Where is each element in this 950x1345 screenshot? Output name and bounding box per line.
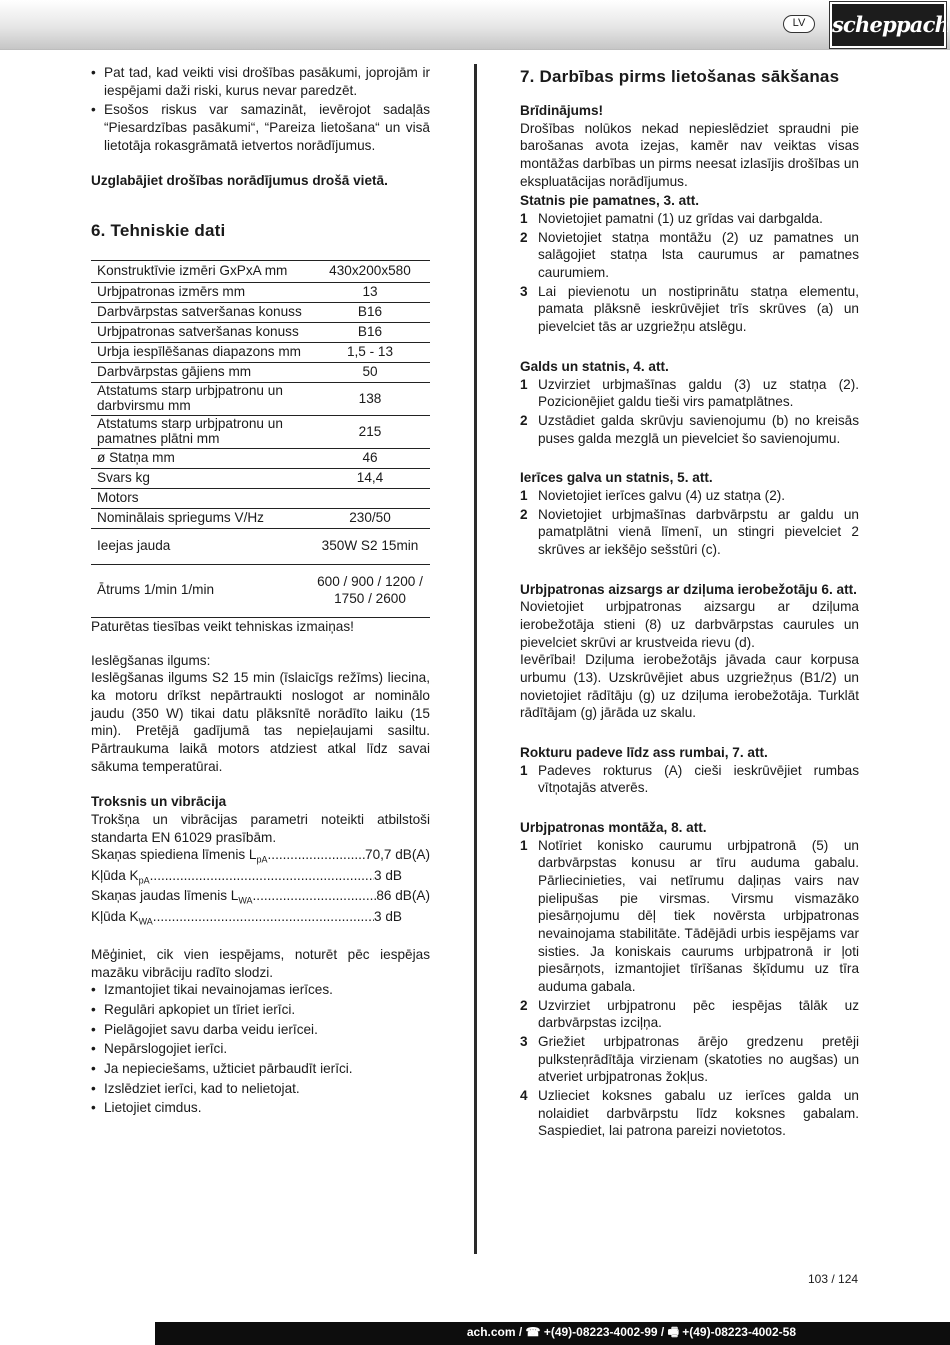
noise-text: Trokšņa un vibrācijas parametri noteikti atbilstoši standarta EN 61029 prasībām.	[91, 811, 430, 845]
table-row	[91, 416, 430, 449]
spec-label: Atstatums starp urbjpatronu un darbvirsmu mm	[91, 383, 310, 416]
spec-label: Svars kg	[91, 468, 310, 488]
noise-row	[91, 867, 430, 887]
table-row	[91, 448, 430, 468]
noise-row	[91, 908, 430, 928]
table-row	[91, 363, 430, 383]
noise-subscript: WA	[138, 916, 153, 927]
noise-value: 86 dB(A)	[376, 888, 430, 904]
right-column	[520, 64, 859, 1141]
column-base-heading: Statnis pie pamatnes, 3. att.	[520, 193, 700, 209]
head-column-steps	[520, 487, 859, 559]
list-item: • Esošos riskus var samazināt, ievērojot sadaļās “Piesardzības pasākumi“, “Pareiza lietošana“ un visā lietotāja rokasgrāmatā ietvertos norādījumus.	[91, 101, 430, 154]
chuck-mount-steps	[520, 837, 859, 1140]
noise-label: Skaņas spiediena līmenis L	[91, 847, 257, 863]
spec-table	[91, 260, 430, 618]
list-item: 4 Uzlieciet koksnes gabalu uz ierīces galda un nolaidiet darbvārpstu līdz koksnes gabalam. Saspiediet, lai patrona pareizi novietotos.	[520, 1088, 859, 1139]
vibration-text: Mēģiniet, cik vien iespējams, noturēt pēc iespējas mazāku vibrāciju radīto slodzi.	[91, 946, 430, 980]
list-item: • Lietojiet cimdus.	[91, 1099, 430, 1117]
spec-label: Ātrums 1/min 1/min	[91, 564, 310, 617]
spec-value	[310, 488, 430, 508]
chuck-guard-text: Novietojiet urbjpatronas aizsargu ar dziļuma ierobežotāja stieni (8) uz darbvārpstas caurules un pievelciet skrūvi ar krustveida rievu (d).	[520, 599, 859, 650]
list-item: • Ja nepieciešams, užticiet pārbaudīt ierīci.	[91, 1060, 430, 1078]
table-column-steps	[520, 376, 859, 448]
head-column-heading: Ierīces galva un statnis, 5. att.	[520, 470, 713, 486]
page-footer	[0, 1322, 950, 1345]
page-header	[0, 0, 950, 50]
noise-subscript: WA	[238, 895, 253, 906]
handles-steps	[520, 762, 859, 797]
noise-value: 3 dB	[374, 867, 402, 883]
noise-value: 3 dB	[374, 908, 402, 924]
table-row	[91, 303, 430, 323]
list-item: • Nepārslogojiet ierīci.	[91, 1040, 430, 1058]
spec-label: Urbjpatronas satveršanas konuss	[91, 323, 310, 343]
chuck-mount-heading: Urbjpatronas montāža, 8. att.	[520, 819, 707, 835]
list-item: • Pat tad, kad veikti visi drošības pasākumi, joprojām ir iespējami daži riski, kurus nevar paredzēt.	[91, 64, 430, 99]
list-item: • Izmantojiet tikai nevainojamas ierīces.	[91, 981, 430, 999]
list-item: 1 Novietojiet ierīces galvu (4) uz statņa (2).	[520, 487, 786, 503]
spec-value: B16	[310, 303, 430, 323]
spec-value: 138	[310, 383, 430, 416]
left-column	[91, 64, 430, 1119]
list-item: 1 Padeves rokturus (A) cieši ieskrūvējiet rumbas vītņotajās atverēs.	[520, 762, 859, 796]
spec-label: ø Statņa mm	[91, 448, 310, 468]
spec-value: 13	[310, 283, 430, 303]
list-item: 1 Uzvirziet urbjmašīnas galdu (3) uz statņa (2). Pozicionējiet galdu tieši virs pamatplātnes.	[520, 376, 859, 410]
spec-value: 430x200x580	[310, 261, 430, 283]
pre-use-heading: 7. Darbības pirms lietošanas sākšanas	[520, 67, 840, 86]
spec-value: 230/50	[310, 508, 430, 528]
list-item: 2 Uzstādiet galda skrūvju savienojumu (b) no kreisās puses galda mezglā un pievelciet šo savienojumu.	[520, 412, 859, 446]
list-item: 1 Notīriet konisko caurumu urbjpatronā (5) un darbvārpstas konusu ar tīru auduma gabalu. Pārliecinieties, vai netīrumu daļiņas vairs nav pielipušas pie virsmas. Virsmu vismazāko piesārņojumu dēļ tiek novērsta urbjpatronas nevainojama stabilitāte. Tādējādi urbis iespējams var sisties. Ja koniskais caurums urbjpatronā ir ļoti piesārņots, izmantojiet tīrīšanas šķīdumu uz tīra auduma gabala.	[520, 837, 859, 994]
list-item: 2 Uzvirziet urbjpatronu pēc iespējas tālāk uz darbvārpstas izciļņa.	[520, 997, 859, 1031]
list-item: 3 Griežiet urbjpatronas ārējo gredzenu pretēji pulksteņrādītāja virzienam (skatoties no augšas) un atveriet urbjpatronas žokļus.	[520, 1034, 859, 1085]
noise-value: 70,7 dB(A)	[365, 847, 430, 863]
table-row	[91, 323, 430, 343]
noise-label: Kļūda K	[91, 867, 139, 883]
language-badge: LV	[783, 15, 815, 33]
noise-subscript: pA	[138, 875, 150, 886]
noise-row	[91, 887, 430, 907]
noise-subscript: pA	[256, 855, 268, 866]
spec-label: Motors	[91, 488, 310, 508]
spec-value: 350W S2 15min	[310, 528, 430, 564]
table-row	[91, 488, 430, 508]
list-item: • Izslēdziet ierīci, kad to nelietojat.	[91, 1080, 430, 1098]
list-item: 1 Novietojiet pamatni (1) uz grīdas vai darbgalda.	[520, 211, 823, 227]
list-item: 2 Novietojiet urbjmašīnas darbvārpstu ar galdu un pamatplātni vienā līmenī, un stingri pievelciet 2 skrūves ar iekšējo sešstūri (c).	[520, 506, 859, 557]
spec-value: B16	[310, 323, 430, 343]
keep-instructions-note: Uzglabājiet drošības norādījumus drošā vietā.	[91, 173, 388, 189]
rights-note: Paturētas tiesības veikt tehniskas izmaiņas!	[91, 618, 354, 634]
spec-label: Konstruktīvie izmēri GxPxA mm	[91, 261, 310, 283]
noise-row	[91, 846, 430, 866]
duty-cycle-heading: Ieslēgšanas ilgums:	[91, 652, 211, 668]
column-divider	[474, 64, 477, 1254]
noise-label: Skaņas jaudas līmenis L	[91, 888, 239, 904]
list-item: 3 Lai pievienotu un nostiprinātu statņa elementu, pamata plāksnē ieskrūvējiet trīs skrūves (a) un pievelciet tās ar uzgriežņu atslēgu.	[520, 283, 859, 335]
table-row	[91, 261, 430, 283]
intro-bullet-list	[91, 64, 430, 154]
table-row	[91, 564, 430, 617]
handles-heading: Rokturu padeve līdz ass rumbai, 7. att.	[520, 744, 768, 760]
noise-heading: Troksnis un vibrācija	[91, 794, 227, 810]
table-row	[91, 383, 430, 416]
noise-values	[91, 846, 430, 928]
column-base-steps	[520, 210, 859, 336]
spec-value: 50	[310, 363, 430, 383]
table-row	[91, 468, 430, 488]
tech-data-heading: 6. Tehniskie dati	[91, 221, 226, 241]
duty-cycle-text: Ieslēgšanas ilgums S2 15 min (īslaicīgs režīms) liecina, ka motoru drīkst nepārtraukti noslogot ar nominālo jaudu (350 W) tikai datu plāksnītē norādīto laiku (15 min). Pretējā gadījumā tas nepieļaujami sasiltu. Pārtraukuma laikā motors atdziest atkal līdz savai sākuma temperatūrai.	[91, 670, 430, 774]
list-item: 2 Novietojiet statņa montāžu (2) uz pamatnes un salāgojiet statņa lsta caurumus ar pamatnes caurumiem.	[520, 229, 859, 281]
spec-value: 46	[310, 448, 430, 468]
spec-label: Ieejas jauda	[91, 528, 310, 564]
page-number: 103 / 124	[808, 1272, 859, 1286]
table-row	[91, 283, 430, 303]
spec-value: 14,4	[310, 468, 430, 488]
chuck-guard-heading: Urbjpatronas aizsargs ar dziļuma ierobežotāju 6. att.	[520, 581, 857, 597]
warning-heading: Brīdinājums!	[520, 103, 604, 119]
list-item: • Pielāgojiet savu darba veidu ierīcei.	[91, 1021, 430, 1039]
spec-label: Atstatums starp urbjpatronu un pamatnes plātni mm	[91, 416, 310, 449]
table-row	[91, 528, 430, 564]
table-row	[91, 343, 430, 363]
table-column-heading: Galds un statnis, 4. att.	[520, 358, 669, 374]
spec-value: 600 / 900 / 1200 / 1750 / 2600	[310, 564, 430, 617]
spec-label: Darbvārpstas satveršanas konuss	[91, 303, 310, 323]
spec-label: Nominālais spriegums V/Hz	[91, 508, 310, 528]
warning-text: Drošības nolūkos nekad nepieslēdziet spraudni pie barošanas avota izejas, kamēr nav veiktas visas montāžas darbības un pirms neesat izlasījis drošības un ekspluatācijas norādījumus.	[520, 120, 859, 189]
list-item: • Regulāri apkopiet un tīriet ierīci.	[91, 1001, 430, 1019]
spec-label: Darbvārpstas gājiens mm	[91, 363, 310, 383]
spec-value: 1,5 - 13	[310, 343, 430, 363]
table-row	[91, 508, 430, 528]
brand-logo: scheppach	[830, 2, 946, 48]
spec-label: Urbjpatronas izmērs mm	[91, 283, 310, 303]
vibration-bullet-list	[91, 981, 430, 1117]
spec-label: Urbja iespīlēšanas diapazons mm	[91, 343, 310, 363]
spec-value: 215	[310, 416, 430, 449]
noise-label: Kļūda K	[91, 908, 139, 924]
contact-line: ach.com / ☎ +(49)-08223-4002-99 / 🖷 +(49)-08223-4002-58	[466, 1325, 796, 1339]
chuck-guard-note: Ievērībai! Dziļuma ierobežotājs jāvada caur korpusa urbumu (13). Uzskrūvējiet abus uzgriežņus (B1/2) un novietojiet rādītāju (g) uz dziļuma ierobežotāja. Turklāt rādītājam (g) jārāda uz skalu.	[520, 652, 859, 721]
